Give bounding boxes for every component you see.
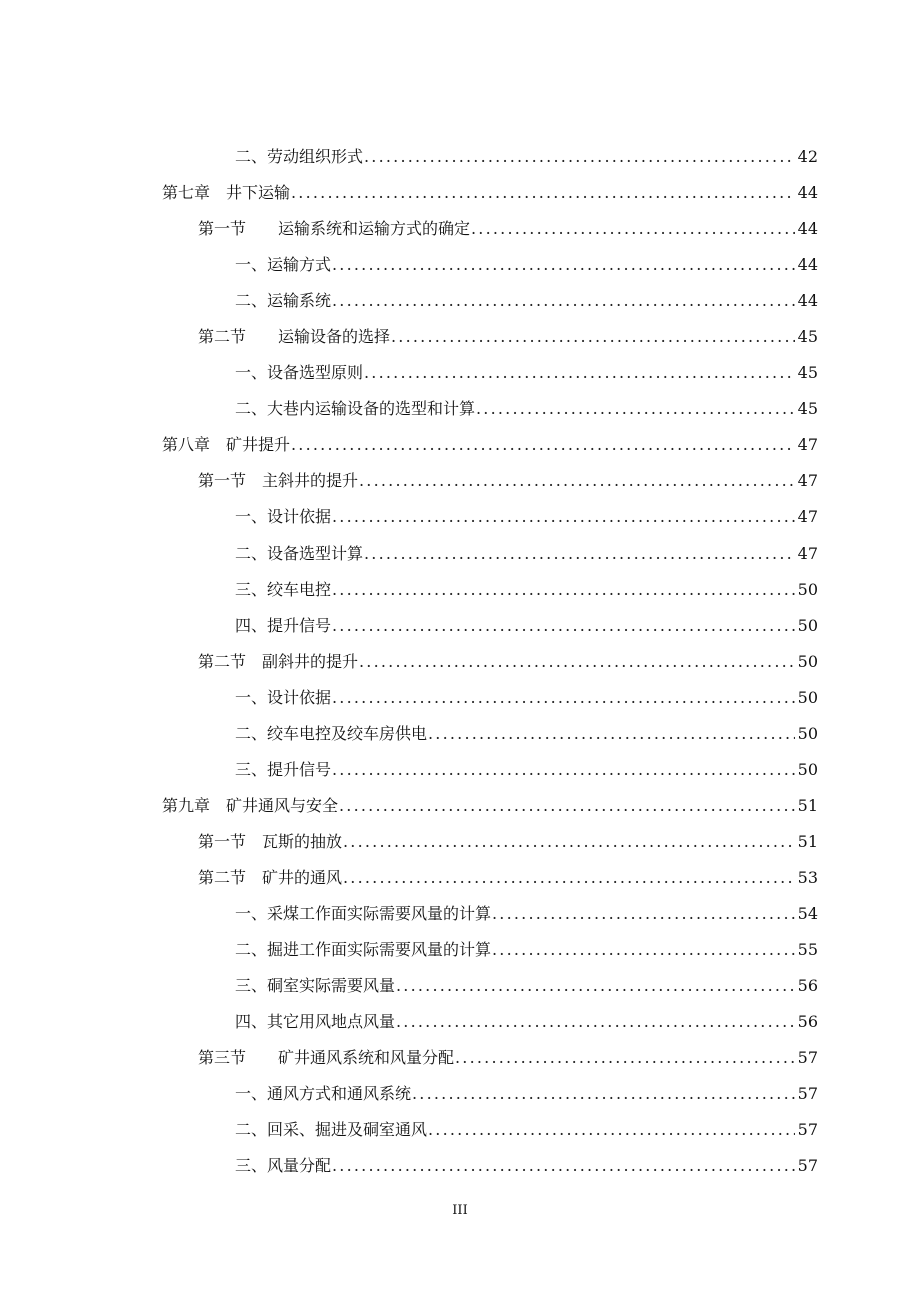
toc-entry-title: 第三节 矿井通风系统和风量分配 <box>198 1048 455 1068</box>
toc-subsection-entry[interactable] <box>0 391 920 427</box>
toc-page-number: 57 <box>797 1120 818 1140</box>
toc-dot-leader <box>343 824 795 860</box>
toc-entry-title: 第七章 井下运输 <box>162 183 291 203</box>
toc-entry-title: 二、运输系统 <box>235 291 332 311</box>
toc-subsection-entry[interactable] <box>0 716 920 752</box>
toc-section-entry[interactable] <box>0 644 920 680</box>
toc-subsection-entry[interactable] <box>0 1004 920 1040</box>
toc-entry-title: 一、运输方式 <box>235 255 332 275</box>
toc-page-number: 45 <box>797 399 818 419</box>
toc-page-number: 45 <box>797 363 818 383</box>
toc-subsection-entry[interactable] <box>0 1076 920 1112</box>
toc-dot-leader <box>332 1148 795 1184</box>
toc-page-number: 53 <box>797 867 818 887</box>
toc-subsection-entry[interactable] <box>0 247 920 283</box>
toc-chapter-entry[interactable] <box>0 788 920 824</box>
toc-chapter-entry[interactable] <box>0 427 920 463</box>
toc-entry-title: 二、掘进工作面实际需要风量的计算 <box>235 940 492 960</box>
toc-dot-leader <box>332 752 795 788</box>
toc-dot-leader <box>428 1112 795 1148</box>
toc-dot-leader <box>412 1076 795 1112</box>
toc-page-number: 45 <box>797 327 818 347</box>
toc-dot-leader <box>332 572 795 608</box>
toc-page-number: 55 <box>797 940 818 960</box>
toc-entry-title: 一、通风方式和通风系统 <box>235 1084 412 1104</box>
toc-page-number: 44 <box>797 291 818 311</box>
toc-entry-title: 三、绞车电控 <box>235 579 332 599</box>
toc-entry-title: 二、设备选型计算 <box>235 543 364 563</box>
toc-page-number: 51 <box>797 831 818 851</box>
toc-subsection-entry[interactable] <box>0 896 920 932</box>
toc-page-number: 47 <box>797 471 818 491</box>
toc-chapter-entry[interactable] <box>0 175 920 211</box>
toc-entry-title: 一、设备选型原则 <box>235 363 364 383</box>
toc-dot-leader <box>455 1040 795 1076</box>
toc-dot-leader <box>343 860 795 896</box>
toc-page-number: 50 <box>797 651 818 671</box>
toc-dot-leader <box>396 1004 795 1040</box>
toc-entry-title: 第八章 矿井提升 <box>162 435 291 455</box>
toc-dot-leader <box>396 968 795 1004</box>
toc-page-number: 56 <box>797 976 818 996</box>
toc-page-number: 44 <box>797 255 818 275</box>
toc-dot-leader <box>359 644 795 680</box>
toc-page-number: 54 <box>797 903 818 923</box>
toc-page-number: 44 <box>797 183 818 203</box>
toc-subsection-entry[interactable] <box>0 139 920 175</box>
toc-dot-leader <box>471 211 795 247</box>
toc-subsection-entry[interactable] <box>0 283 920 319</box>
toc-page-number: 47 <box>797 507 818 527</box>
toc-dot-leader <box>428 716 795 752</box>
toc-page-number: 57 <box>797 1048 818 1068</box>
toc-entry-title: 二、绞车电控及绞车房供电 <box>235 723 428 743</box>
toc-page-number: 51 <box>797 795 818 815</box>
toc-dot-leader <box>339 788 795 824</box>
toc-page-number: 50 <box>797 687 818 707</box>
toc-entry-title: 第二节 副斜井的提升 <box>198 651 359 671</box>
toc-dot-leader <box>332 608 795 644</box>
toc-dot-leader <box>332 283 795 319</box>
toc-dot-leader <box>492 932 795 968</box>
toc-subsection-entry[interactable] <box>0 932 920 968</box>
toc-section-entry[interactable] <box>0 860 920 896</box>
toc-section-entry[interactable] <box>0 1040 920 1076</box>
toc-entry-title: 一、设计依据 <box>235 507 332 527</box>
toc-page-number: 50 <box>797 615 818 635</box>
toc-page-number: 47 <box>797 543 818 563</box>
toc-entry-title: 二、劳动组织形式 <box>235 147 364 166</box>
toc-entry-title: 第九章 矿井通风与安全 <box>162 795 339 815</box>
toc-subsection-entry[interactable] <box>0 1112 920 1148</box>
toc-entry-title: 第一节 主斜井的提升 <box>198 471 359 491</box>
page-footer-number: III <box>452 1203 468 1218</box>
toc-entry-title: 二、大巷内运输设备的选型和计算 <box>235 399 476 419</box>
toc-dot-leader <box>364 139 795 175</box>
toc-dot-leader <box>332 680 795 716</box>
toc-section-entry[interactable] <box>0 824 920 860</box>
toc-entry-title: 三、硐室实际需要风量 <box>235 976 396 996</box>
toc-subsection-entry[interactable] <box>0 499 920 535</box>
toc-dot-leader <box>291 175 795 211</box>
toc-entry-title: 一、采煤工作面实际需要风量的计算 <box>235 903 492 923</box>
toc-subsection-entry[interactable] <box>0 680 920 716</box>
toc-dot-leader <box>391 319 795 355</box>
toc-entry-title: 第二节 运输设备的选择 <box>198 327 391 347</box>
toc-entry-title: 一、设计依据 <box>235 687 332 707</box>
toc-page-number: 47 <box>797 435 818 455</box>
toc-page-number: 50 <box>797 759 818 779</box>
toc-section-entry[interactable] <box>0 319 920 355</box>
toc-page-number: 50 <box>797 579 818 599</box>
toc-page-number: 57 <box>797 1084 818 1104</box>
toc-dot-leader <box>332 247 795 283</box>
toc-page-number: 44 <box>797 219 818 239</box>
toc-page-number: 57 <box>797 1156 818 1176</box>
toc-page-number: 56 <box>797 1012 818 1032</box>
toc-entry-title: 三、提升信号 <box>235 759 332 779</box>
toc-section-entry[interactable] <box>0 463 920 499</box>
toc-entry-title: 第一节 运输系统和运输方式的确定 <box>198 219 471 239</box>
toc-dot-leader <box>492 896 795 932</box>
toc-dot-leader <box>364 536 795 572</box>
toc-subsection-entry[interactable] <box>0 572 920 608</box>
toc-subsection-entry[interactable] <box>0 752 920 788</box>
toc-dot-leader <box>359 463 795 499</box>
toc-subsection-entry[interactable] <box>0 968 920 1004</box>
toc-entry-title: 第二节 矿井的通风 <box>198 867 343 887</box>
toc-entry-title: 二、回采、掘进及硐室通风 <box>235 1120 428 1140</box>
toc-dot-leader <box>332 499 795 535</box>
toc-section-entry[interactable] <box>0 211 920 247</box>
toc-entry-title: 三、风量分配 <box>235 1156 332 1176</box>
toc-entry-title: 第一节 瓦斯的抽放 <box>198 831 343 851</box>
toc-dot-leader <box>476 391 795 427</box>
toc-entry-title: 四、其它用风地点风量 <box>235 1012 396 1032</box>
toc-page-number: 42 <box>797 147 818 166</box>
toc-page-number: 50 <box>797 723 818 743</box>
toc-dot-leader <box>291 427 795 463</box>
table-of-contents <box>0 139 920 1184</box>
toc-subsection-entry[interactable] <box>0 355 920 391</box>
toc-entry-title: 四、提升信号 <box>235 615 332 635</box>
toc-subsection-entry[interactable] <box>0 608 920 644</box>
toc-subsection-entry[interactable] <box>0 536 920 572</box>
toc-dot-leader <box>364 355 795 391</box>
toc-subsection-entry[interactable] <box>0 1148 920 1184</box>
